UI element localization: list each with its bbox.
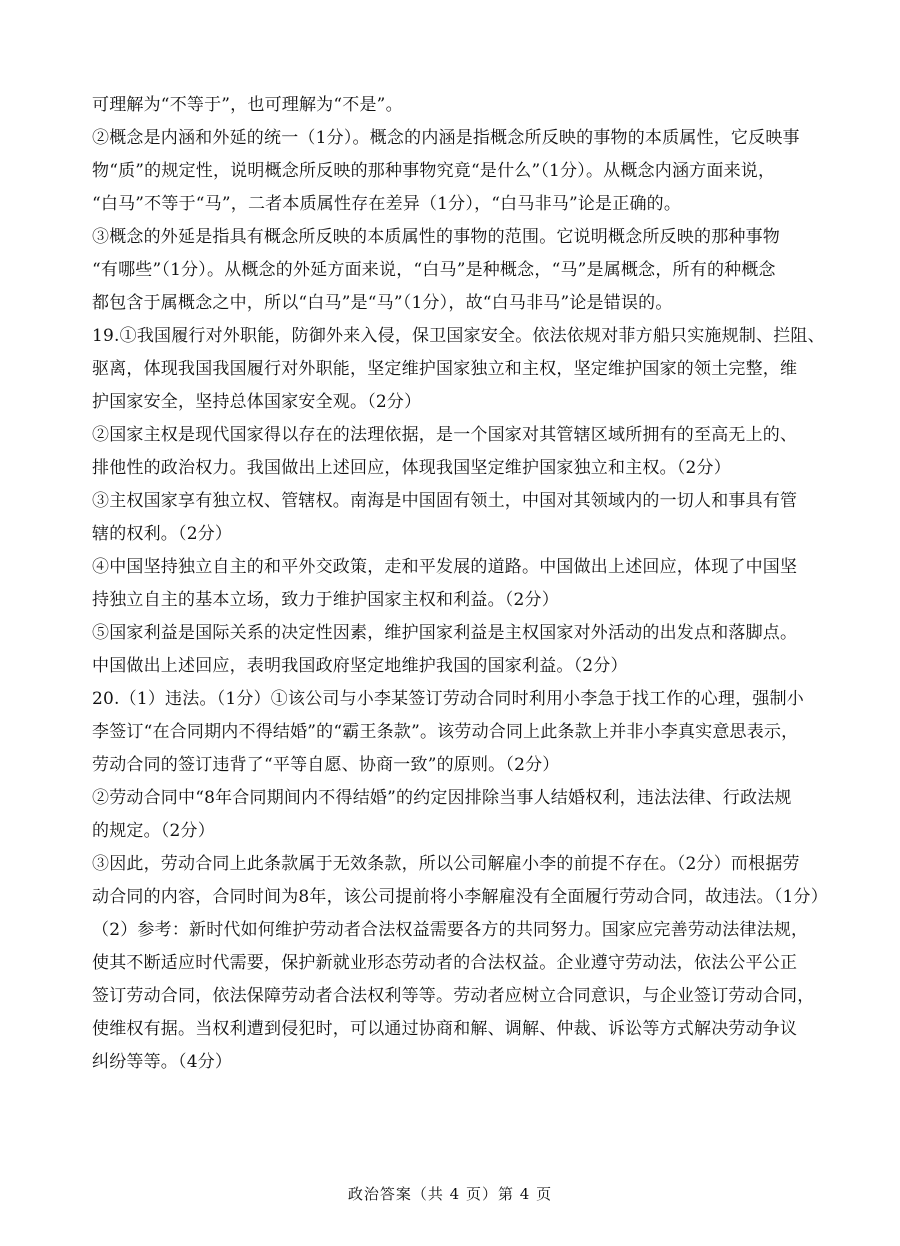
answer-text-body xyxy=(92,89,828,1079)
text-line: ③主权国家享有独立权、管辖权。南海是中国固有领土，中国对其领域内的一切人和事具有管 xyxy=(92,491,798,511)
text-line: 劳动合同的签订违背了“平等自愿、协商一致”的原则。（2分） xyxy=(92,755,560,775)
text-line: 可理解为“不等于”，也可理解为“不是”。 xyxy=(92,95,403,115)
text-line: 19.①我国履行对外职能，防御外来入侵，保卫国家安全。依法依规对菲方船只实施规制、拦阻、 xyxy=(92,326,825,346)
text-line: ③因此，劳动合同上此条款属于无效条款，所以公司解雇小李的前提不存在。（2分）而根据劳 xyxy=(92,854,800,874)
text-line: 辖的权利。（2分） xyxy=(92,524,233,544)
text-line: ⑤国家利益是国际关系的决定性因素，维护国家利益是主权国家对外活动的出发点和落脚点。 xyxy=(92,623,798,643)
text-line: “白马”不等于“马”，二者本质属性存在差异（1分），“白马非马”论是正确的。 xyxy=(92,194,682,214)
text-line: 20.（1）违法。（1分）①该公司与小李某签订劳动合同时利用小李急于找工作的心理，强制小 xyxy=(92,689,804,709)
text-line: （2）参考：新时代如何维护劳动者合法权益需要各方的共同努力。国家应完善劳动法律法规， xyxy=(92,920,809,940)
text-line: 纠纷等等。（4分） xyxy=(92,1052,233,1072)
text-line: 排他性的政治权力。我国做出上述回应，体现我国坚定维护国家独立和主权。（2分） xyxy=(92,458,731,478)
text-line: “有哪些”（1分）。从概念的外延方面来说，“白马”是种概念，“马”是属概念，所有的种概念 xyxy=(92,260,776,280)
text-line: 李签订“在合同期内不得结婚”的“霸王条款”。该劳动合同上此条款上并非小李真实意思表示， xyxy=(92,722,799,742)
text-line: 的规定。（2分） xyxy=(92,821,215,841)
text-line: ③概念的外延是指具有概念所反映的本质属性的事物的范围。它说明概念所反映的那种事物 xyxy=(92,227,780,247)
page-footer: 政治答案（共 4 页）第 4 页 xyxy=(347,1185,553,1203)
text-line: 使维权有据。当权利遭到侵犯时，可以通过协商和解、调解、仲裁、诉讼等方式解决劳动争议 xyxy=(92,1019,798,1039)
text-line: ④中国坚持独立自主的和平外交政策，走和平发展的道路。中国做出上述回应，体现了中国坚 xyxy=(92,557,798,577)
text-line: 动合同的内容，合同时间为8年，该公司提前将小李解雇没有全面履行劳动合同，故违法。（1分） xyxy=(92,887,828,907)
text-line: 签订劳动合同，依法保障劳动者合法权利等等。劳动者应树立合同意识，与企业签订劳动合同， xyxy=(92,986,815,1006)
text-line: 使其不断适应时代需要，保护新就业形态劳动者的合法权益。企业遵守劳动法，依法公平公正 xyxy=(92,953,798,973)
text-line: 驱离，体现我国我国履行对外职能，坚定维护国家独立和主权，坚定维护国家的领土完整，维 xyxy=(92,359,798,379)
text-line: ②国家主权是现代国家得以存在的法理依据，是一个国家对其管辖区域所拥有的至高无上的、 xyxy=(92,425,798,445)
text-line: 物“质”的规定性，说明概念所反映的那种事物究竟“是什么”（1分）。从概念内涵方面来说， xyxy=(92,161,776,181)
text-line: 持独立自主的基本立场，致力于维护国家主权和利益。（2分） xyxy=(92,590,559,610)
text-line: 护国家安全，坚持总体国家安全观。（2分） xyxy=(92,392,422,412)
text-line: 中国做出上述回应，表明我国政府坚定地维护我国的国家利益。（2分） xyxy=(92,656,628,676)
text-line: ②概念是内涵和外延的统一（1分）。概念的内涵是指概念所反映的事物的本质属性，它反映事 xyxy=(92,128,800,148)
text-line: ②劳动合同中“8年合同期间内不得结婚”的约定因排除当事人结婚权利，违法法律、行政法规 xyxy=(92,788,792,808)
text-line: 都包含于属概念之中，所以“白马”是“马”（1分），故“白马非马”论是错误的。 xyxy=(92,293,673,313)
